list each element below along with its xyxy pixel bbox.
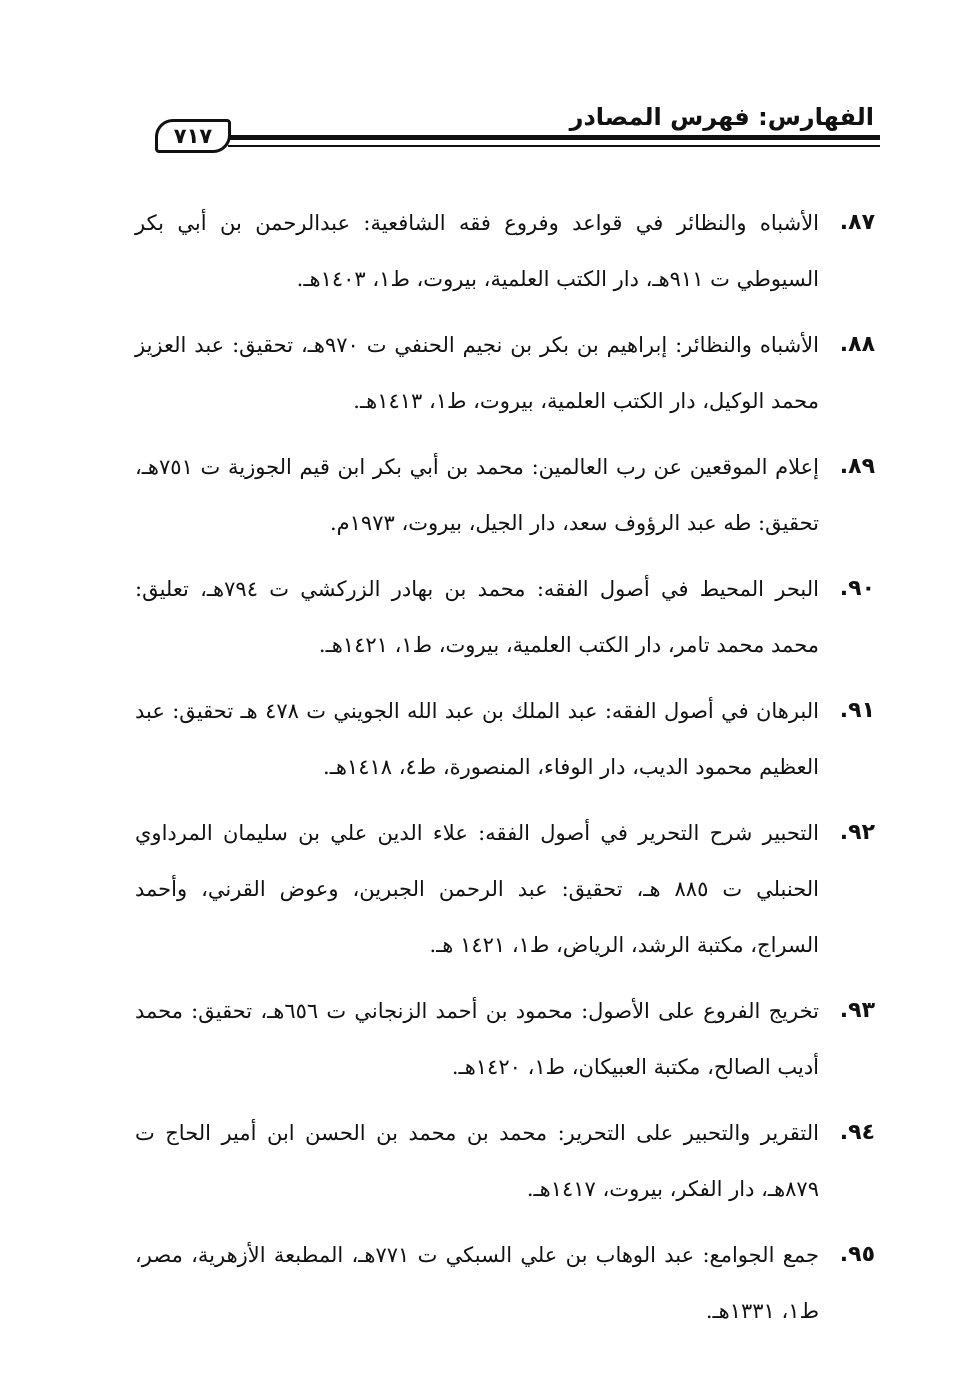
bibliography-entry	[135, 1105, 875, 1217]
entry-number: ٨٨.	[839, 332, 875, 357]
entry-text: الأشباه والنظائر: إبراهيم بن بكر بن نجيم الحنفي ت ٩٧٠هـ، تحقيق: عبد العزيز محمد الوكيل، دار الكتب العلمية، بيروت، ط١، ١٤١٣هـ.	[135, 333, 819, 413]
entry-number: ٨٩.	[839, 454, 875, 479]
entry-text: إعلام الموقعين عن رب العالمين: محمد بن أبي بكر ابن قيم الجوزية ت ٧٥١هـ، تحقيق: طه عبد الرؤوف سعد، دار الجيل، بيروت، ١٩٧٣م.	[135, 455, 819, 535]
entry-number: ٨٧.	[839, 210, 875, 235]
bibliography-list	[135, 195, 875, 1349]
page-header	[150, 95, 880, 165]
bibliography-entry	[135, 805, 875, 973]
bibliography-entry	[135, 683, 875, 795]
entry-text: البرهان في أصول الفقه: عبد الملك بن عبد الله الجويني ت ٤٧٨ هـ تحقيق: عبد العظيم محمود الديب، دار الوفاء، المنصورة، ط٤، ١٤١٨هـ.	[135, 699, 820, 779]
header-rule-thin	[228, 145, 880, 147]
entry-text: تخريج الفروع على الأصول: محمود بن أحمد الزنجاني ت ٦٥٦هـ، تحقيق: محمد أديب الصالح، مكتبة العبيكان، ط١، ١٤٢٠هـ.	[135, 999, 819, 1079]
entry-text: الأشباه والنظائر في قواعد وفروع فقه الشافعية: عبدالرحمن بن أبي بكر السيوطي ت ٩١١هـ، دار الكتب العلمية، بيروت، ط١، ١٤٠٣هـ.	[135, 211, 819, 291]
entry-text: البحر المحيط في أصول الفقه: محمد بن بهادر الزركشي ت ٧٩٤هـ، تعليق: محمد محمد تامر، دار الكتب العلمية، بيروت، ط١، ١٤٢١هـ.	[135, 577, 819, 657]
bibliography-entry	[135, 439, 875, 551]
bibliography-entry	[135, 1227, 875, 1339]
entry-number: ٩٠.	[839, 576, 875, 601]
page-number-badge	[155, 119, 231, 153]
entry-number: ٩١.	[839, 698, 875, 723]
entry-text: جمع الجوامع: عبد الوهاب بن علي السبكي ت ٧٧١هـ، المطبعة الأزهرية، مصر، ط١، ١٣٣١هـ.	[135, 1243, 819, 1323]
entry-number: ٩٤.	[839, 1120, 875, 1145]
bibliography-entry	[135, 983, 875, 1095]
bibliography-entry	[135, 561, 875, 673]
entry-text: التحبير شرح التحرير في أصول الفقه: علاء الدين علي بن سليمان المرداوي الحنبلي ت ٨٨٥ هـ، تحقيق: عبد الرحمن الجبرين، وعوض القرني، وأحمد السراج، مكتبة الرشد، الرياض، ط١، ١٤٢١ هـ.	[135, 821, 820, 957]
running-title: الفهارس: فهرس المصادر	[569, 103, 874, 131]
entry-number: ٩٣.	[839, 998, 875, 1023]
page-number: ٧١٧	[173, 124, 213, 148]
entry-number: ٩٥.	[839, 1242, 875, 1267]
header-rule-thick	[228, 135, 880, 140]
entry-text: التقرير والتحبير على التحرير: محمد بن محمد بن الحسن ابن أمير الحاج ت ٨٧٩هـ، دار الفكر، بيروت، ١٤١٧هـ.	[135, 1121, 819, 1201]
entry-number: ٩٢.	[839, 820, 875, 845]
bibliography-entry	[135, 195, 875, 307]
bibliography-entry	[135, 317, 875, 429]
